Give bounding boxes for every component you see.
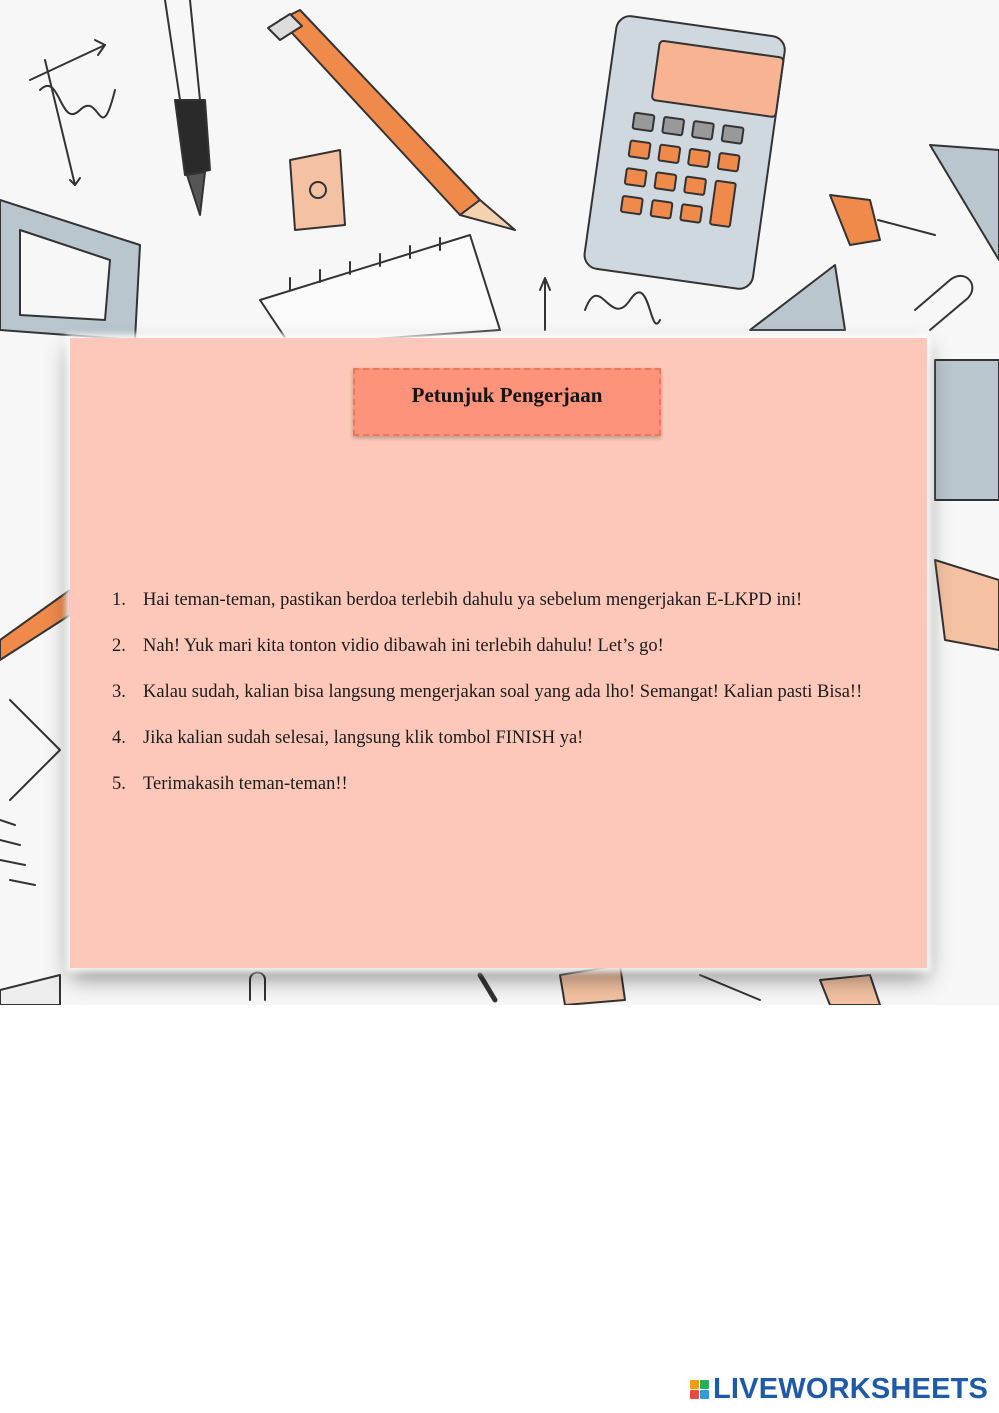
arrow-icon: [540, 278, 550, 330]
spiral-binding-icon: [0, 700, 60, 885]
list-item: [112, 680, 922, 726]
item-number: 2.: [112, 636, 126, 656]
bottom-stationery-icons: [0, 965, 880, 1005]
card-title: Petunjuk Pengerjaan: [411, 383, 603, 407]
logo-tile: [700, 1390, 709, 1399]
item-text: Nah! Yuk mari kita tonton vidio dibawah ini terlebih dahulu! Let’s go!: [143, 636, 664, 656]
title-box: [353, 368, 661, 436]
list-item: [112, 772, 922, 818]
item-text: Kalau sudah, kalian bisa langsung mengerjakan soal yang ada lho! Semangat! Kalian pasti Bisa!!: [143, 682, 863, 702]
item-text: Hai teman-teman, pastikan berdoa terlebih dahulu ya sebelum mengerjakan E-LKPD ini!: [143, 590, 803, 610]
list-item: [112, 634, 922, 680]
notepad-icon: [260, 235, 500, 345]
liveworksheets-logo[interactable]: [690, 1372, 988, 1406]
instruction-list: [112, 588, 922, 818]
logo-tile: [690, 1390, 699, 1399]
logo-text: LIVEWORKSHEETS: [713, 1372, 989, 1405]
logo-tile: [700, 1380, 709, 1389]
scribble-icon: [585, 292, 660, 323]
calculator-icon: [583, 14, 787, 290]
instructions-card: [70, 338, 927, 968]
graph-sketch-icon: [30, 40, 115, 185]
item-number: 4.: [112, 728, 126, 748]
pencil-left-icon: [0, 590, 70, 660]
item-text: Jika kalian sudah selesai, langsung klik tombol FINISH ya!: [143, 728, 584, 748]
list-item: [112, 588, 922, 634]
sharpener-icon: [290, 150, 345, 230]
logo-mark-icon: [690, 1380, 709, 1399]
item-number: 3.: [112, 682, 126, 702]
push-pin-icon: [830, 195, 935, 245]
logo-tile: [690, 1380, 699, 1389]
set-square-icon: [0, 200, 140, 340]
ruler-right-icon: [935, 360, 999, 650]
item-number: 5.: [112, 774, 126, 794]
item-number: 1.: [112, 590, 126, 610]
pen-icon: [165, 0, 210, 215]
list-item: [112, 726, 922, 772]
item-text: Terimakasih teman-teman!!: [143, 774, 348, 794]
paperclip-icon: [915, 276, 972, 330]
